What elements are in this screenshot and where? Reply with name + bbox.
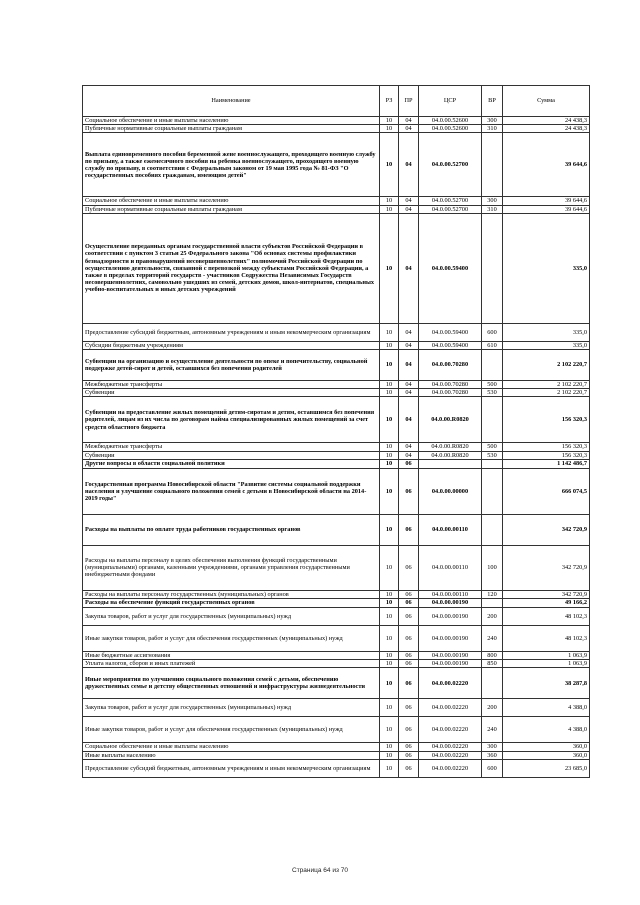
cell-pr: 04 [399,117,419,125]
cell-rz: 10 [380,459,399,468]
cell-csr: 04.0.00.R0820 [419,451,482,459]
cell-rz: 10 [380,608,399,626]
table-row [83,590,590,598]
cell-name: Иные закупки товаров, работ и услуг для обеспечения государственных (муниципальных) нужд [83,626,380,652]
table-row [83,699,590,717]
cell-vr [482,468,503,514]
cell-vr: 600 [482,323,503,341]
header-sum: Сумма [503,86,590,117]
cell-rz: 10 [380,545,399,590]
cell-name: Закупка товаров, работ и услуг для государственных (муниципальных) нужд [83,699,380,717]
cell-name: Межбюджетные трансферты [83,381,380,389]
table-row [83,626,590,652]
table-row [83,323,590,341]
cell-name: Предоставление субсидий бюджетным, автономным учреждениям и иным некоммерческим организациям [83,323,380,341]
cell-name: Другие вопросы в области социальной политики [83,459,380,468]
cell-sum: 49 166,2 [503,599,590,608]
cell-csr: 04.0.00.02220 [419,751,482,759]
cell-vr: 530 [482,389,503,397]
cell-vr: 500 [482,443,503,451]
cell-vr: 310 [482,125,503,133]
cell-sum: 2 102 220,7 [503,350,590,381]
cell-csr [419,459,482,468]
cell-csr: 04.0.00.R0820 [419,443,482,451]
cell-rz: 10 [380,652,399,660]
page-number: Страница 64 из 70 [292,867,348,874]
table-row [83,514,590,545]
cell-vr: 310 [482,205,503,213]
cell-rz: 10 [380,660,399,668]
cell-vr: 530 [482,451,503,459]
table-row [83,443,590,451]
cell-sum: 1 063,9 [503,652,590,660]
cell-sum: 23 685,0 [503,759,590,777]
cell-pr: 06 [399,545,419,590]
cell-name: Субвенции на организацию и осуществление деятельности по опеке и попечительству, социальной поддержке детей-сирот и детей, оставшихся без попечения родителей [83,350,380,381]
header-row [83,86,590,117]
table-row [83,117,590,125]
cell-vr [482,668,503,699]
cell-vr: 240 [482,626,503,652]
table-row [83,759,590,777]
cell-csr: 04.0.00.02220 [419,759,482,777]
cell-rz: 10 [380,125,399,133]
cell-pr: 06 [399,751,419,759]
cell-name: Расходы на обеспечение функций государственных органов [83,599,380,608]
cell-csr: 04.0.00.52700 [419,205,482,213]
cell-sum: 24 438,3 [503,125,590,133]
table-row [83,205,590,213]
cell-sum: 666 074,5 [503,468,590,514]
cell-rz: 10 [380,205,399,213]
cell-pr: 04 [399,397,419,443]
table-row [83,197,590,205]
cell-sum: 156 320,3 [503,397,590,443]
cell-pr: 04 [399,443,419,451]
cell-pr: 04 [399,381,419,389]
cell-pr: 06 [399,590,419,598]
cell-rz: 10 [380,341,399,349]
cell-csr: 04.0.00.02220 [419,717,482,743]
cell-pr: 06 [399,599,419,608]
table-row [83,381,590,389]
cell-pr: 06 [399,608,419,626]
cell-csr: 04.0.00.00000 [419,468,482,514]
header-rz: РЗ [380,86,399,117]
table-row [83,660,590,668]
table-row [83,389,590,397]
cell-pr: 06 [399,514,419,545]
cell-pr: 06 [399,626,419,652]
cell-name: Предоставление субсидий бюджетным, автономным учреждениям и иным некоммерческим организациям [83,759,380,777]
cell-sum: 335,0 [503,323,590,341]
cell-vr: 500 [482,381,503,389]
cell-sum: 2 102 220,7 [503,381,590,389]
cell-rz: 10 [380,751,399,759]
cell-rz: 10 [380,197,399,205]
cell-vr [482,459,503,468]
cell-vr [482,213,503,323]
cell-csr: 04.0.00.00110 [419,590,482,598]
cell-name: Выплата единовременного пособия беременной жене военнослужащего, проходящего военную службу по призыву, а также ежемесячного пособия на ребенка военнослужащего, проходящего военную службу по призыву, в соответствии с Федеральным законом от 19 мая 1995 года № 81-ФЗ "О государственных пособиях гражданам, имеющим детей" [83,133,380,197]
cell-csr: 04.0.00.52700 [419,197,482,205]
cell-pr: 06 [399,652,419,660]
cell-rz: 10 [380,117,399,125]
cell-vr: 610 [482,341,503,349]
cell-vr: 200 [482,699,503,717]
cell-csr: 04.0.00.70280 [419,350,482,381]
cell-vr: 600 [482,759,503,777]
cell-pr: 06 [399,459,419,468]
cell-csr: 04.0.00.59400 [419,213,482,323]
cell-pr: 06 [399,759,419,777]
cell-csr: 04.0.00.70280 [419,389,482,397]
cell-pr: 06 [399,717,419,743]
cell-sum: 342 720,9 [503,545,590,590]
cell-csr: 04.0.00.00190 [419,626,482,652]
table-row [83,751,590,759]
table-row [83,459,590,468]
cell-name: Субвенции [83,451,380,459]
cell-sum: 24 438,3 [503,117,590,125]
cell-name: Государственная программа Новосибирской области "Развитие системы социальной поддержки населения и улучшение социального положения семей с детьми в Новосибирской области на 2014-2019 годы" [83,468,380,514]
table-row [83,350,590,381]
cell-sum: 48 102,3 [503,608,590,626]
cell-csr: 04.0.00.00190 [419,608,482,626]
cell-rz: 10 [380,350,399,381]
cell-name: Иные мероприятия по улучшению социального положения семей с детьми, обеспечению дружественных семье и детству общественных отношений и инфраструктуры жизнедеятельности [83,668,380,699]
cell-pr: 04 [399,213,419,323]
cell-csr: 04.0.00.00110 [419,514,482,545]
table-row [83,213,590,323]
cell-sum: 48 102,3 [503,626,590,652]
header-name: Наименование [83,86,380,117]
cell-pr: 04 [399,205,419,213]
cell-rz: 10 [380,590,399,598]
cell-name: Публичные нормативные социальные выплаты гражданам [83,205,380,213]
cell-name: Субвенции [83,389,380,397]
cell-name: Расходы на выплаты персоналу государственных (муниципальных) органов [83,590,380,598]
cell-rz: 10 [380,699,399,717]
cell-vr [482,514,503,545]
cell-rz: 10 [380,668,399,699]
cell-csr: 04.0.00.R0820 [419,397,482,443]
cell-vr: 360 [482,751,503,759]
cell-csr: 04.0.00.52600 [419,117,482,125]
cell-sum: 342 720,9 [503,590,590,598]
cell-name: Социальное обеспечение и иные выплаты населению [83,743,380,751]
cell-rz: 10 [380,599,399,608]
cell-name: Субвенции на предоставление жилых помещений детям-сиротам и детям, оставшимся без попечения родителей, лицам из их числа по договорам найма специализированных жилых помещений за счет средств областного бюджета [83,397,380,443]
cell-rz: 10 [380,397,399,443]
cell-pr: 04 [399,350,419,381]
table-header [83,86,590,117]
cell-name: Социальное обеспечение и иные выплаты населению [83,197,380,205]
table-row [83,717,590,743]
cell-rz: 10 [380,468,399,514]
cell-sum: 360,0 [503,743,590,751]
cell-sum: 4 388,0 [503,717,590,743]
cell-csr: 04.0.00.00110 [419,545,482,590]
cell-vr: 300 [482,117,503,125]
cell-vr: 300 [482,197,503,205]
table-row [83,608,590,626]
cell-csr: 04.0.00.59400 [419,323,482,341]
cell-sum: 1 063,9 [503,660,590,668]
header-vr: ВР [482,86,503,117]
cell-pr: 04 [399,389,419,397]
cell-pr: 04 [399,125,419,133]
cell-sum: 4 388,0 [503,699,590,717]
cell-name: Иные бюджетные ассигнования [83,652,380,660]
cell-vr: 850 [482,660,503,668]
cell-pr: 06 [399,468,419,514]
cell-rz: 10 [380,323,399,341]
header-csr: ЦСР [419,86,482,117]
cell-rz: 10 [380,451,399,459]
cell-name: Расходы на выплаты персоналу в целях обеспечения выполнения функций государственными (муниципальными) органами, казенными учреждениями, органами управления государственными внебюджетными фондами [83,545,380,590]
cell-sum: 335,0 [503,341,590,349]
cell-csr: 04.0.00.02220 [419,668,482,699]
cell-name: Публичные нормативные социальные выплаты гражданам [83,125,380,133]
cell-sum: 39 644,6 [503,197,590,205]
cell-vr [482,397,503,443]
cell-vr: 120 [482,590,503,598]
cell-name: Осуществление переданных органам государственной власти субъектов Российской Федерации в соответствии с пунктом 3 статьи 25 Федерального закона "Об основах системы профилактики безнадзорности и правонарушений несовершеннолетних" полномочий Российской Федерации по осуществлению деятельности, связанной с перевозкой между субъектами Российской Федерации, а также в пределах территорий государств - участников Содружества Независимых Государств несовершеннолетних, самовольно ушедших из семей, детских домов, школ-интернатов, специальных учебно-воспитательных и иных детских учреждений [83,213,380,323]
cell-name: Субсидии бюджетным учреждениям [83,341,380,349]
cell-rz: 10 [380,626,399,652]
table-row [83,133,590,197]
cell-name: Расходы на выплаты по оплате труда работников государственных органов [83,514,380,545]
cell-rz: 10 [380,443,399,451]
table-row [83,125,590,133]
cell-pr: 04 [399,451,419,459]
cell-vr [482,350,503,381]
cell-pr: 06 [399,743,419,751]
cell-rz: 10 [380,213,399,323]
cell-name: Иные закупки товаров, работ и услуг для обеспечения государственных (муниципальных) нужд [83,717,380,743]
cell-name: Социальное обеспечение и иные выплаты населению [83,117,380,125]
cell-csr: 04.0.00.00190 [419,660,482,668]
cell-sum: 360,0 [503,751,590,759]
cell-csr: 04.0.00.02220 [419,743,482,751]
cell-sum: 156 320,3 [503,443,590,451]
cell-csr: 04.0.00.00190 [419,652,482,660]
cell-rz: 10 [380,743,399,751]
cell-rz: 10 [380,717,399,743]
table-row [83,451,590,459]
table-row [83,599,590,608]
table-row [83,545,590,590]
cell-sum: 39 644,6 [503,133,590,197]
cell-sum: 39 644,6 [503,205,590,213]
cell-sum: 335,0 [503,213,590,323]
cell-sum: 342 720,9 [503,514,590,545]
table-row [83,743,590,751]
cell-rz: 10 [380,759,399,777]
table-body [83,117,590,778]
table-row [83,468,590,514]
cell-pr: 04 [399,341,419,349]
table-row [83,397,590,443]
cell-csr: 04.0.00.02220 [419,699,482,717]
cell-rz: 10 [380,514,399,545]
cell-pr: 06 [399,668,419,699]
cell-name: Уплата налогов, сборов и иных платежей [83,660,380,668]
budget-table [82,85,590,778]
cell-vr: 100 [482,545,503,590]
cell-csr: 04.0.00.59400 [419,341,482,349]
cell-pr: 04 [399,133,419,197]
cell-name: Межбюджетные трансферты [83,443,380,451]
cell-sum: 2 102 220,7 [503,389,590,397]
table-row [83,668,590,699]
cell-sum: 1 142 486,7 [503,459,590,468]
cell-csr: 04.0.00.00190 [419,599,482,608]
table-row [83,652,590,660]
cell-pr: 04 [399,197,419,205]
cell-rz: 10 [380,133,399,197]
cell-vr: 240 [482,717,503,743]
cell-pr: 06 [399,660,419,668]
cell-csr: 04.0.00.52700 [419,133,482,197]
cell-vr: 300 [482,743,503,751]
cell-vr [482,133,503,197]
cell-pr: 04 [399,323,419,341]
header-pr: ПР [399,86,419,117]
table-row [83,341,590,349]
cell-name: Иные выплаты населению [83,751,380,759]
cell-pr: 06 [399,699,419,717]
cell-name: Закупка товаров, работ и услуг для государственных (муниципальных) нужд [83,608,380,626]
cell-rz: 10 [380,381,399,389]
cell-vr [482,599,503,608]
cell-csr: 04.0.00.70280 [419,381,482,389]
cell-vr: 800 [482,652,503,660]
cell-csr: 04.0.00.52600 [419,125,482,133]
cell-sum: 156 320,3 [503,451,590,459]
cell-sum: 38 287,8 [503,668,590,699]
cell-rz: 10 [380,389,399,397]
cell-vr: 200 [482,608,503,626]
